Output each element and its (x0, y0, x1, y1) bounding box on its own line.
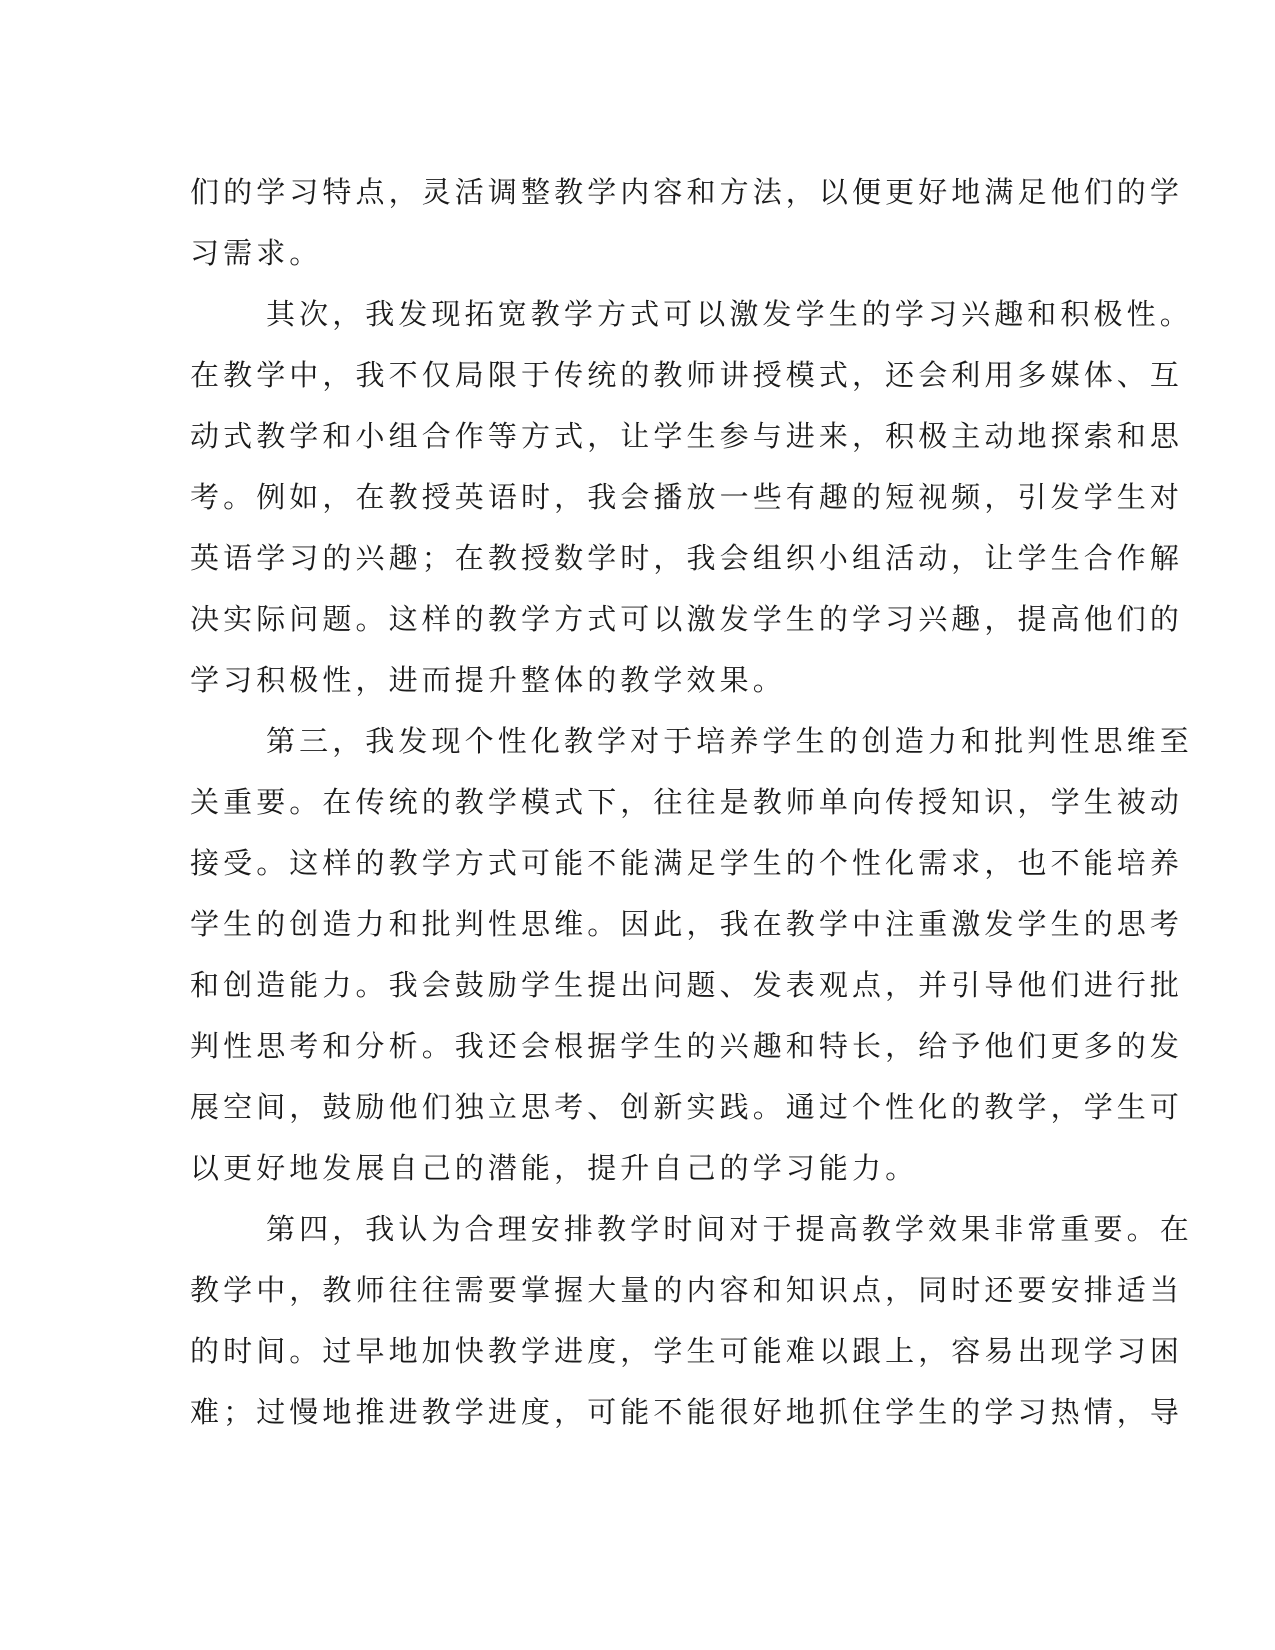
text-line: 学生的创造力和批判性思维。因此，我在教学中注重激发学生的思考 (190, 907, 1184, 941)
text-line: 关重要。在传统的教学模式下，往往是教师单向传授知识，学生被动 (190, 785, 1184, 819)
text-line: 习需求。 (190, 236, 323, 270)
paragraph-first-line: 第三，我发现个性化教学对于培养学生的创造力和批判性思维至 (266, 724, 1193, 758)
text-line: 英语学习的兴趣；在教授数学时，我会组织小组活动，让学生合作解 (190, 541, 1184, 575)
text-line: 考。例如，在教授英语时，我会播放一些有趣的短视频，引发学生对 (190, 480, 1184, 514)
text-line: 决实际问题。这样的教学方式可以激发学生的学习兴趣，提高他们的 (190, 602, 1184, 636)
text-line: 动式教学和小组合作等方式，让学生参与进来，积极主动地探索和思 (190, 419, 1184, 453)
text-line: 教学中，教师往往需要掌握大量的内容和知识点，同时还要安排适当 (190, 1273, 1184, 1307)
paragraph-first-line: 其次，我发现拓宽教学方式可以激发学生的学习兴趣和积极性。 (266, 297, 1193, 331)
text-line: 学习积极性，进而提升整体的教学效果。 (190, 663, 786, 697)
paragraph-first-line: 第四，我认为合理安排教学时间对于提高教学效果非常重要。在 (266, 1212, 1193, 1246)
text-line: 和创造能力。我会鼓励学生提出问题、发表观点，并引导他们进行批 (190, 968, 1184, 1002)
text-line: 难；过慢地推进教学进度，可能不能很好地抓住学生的学习热情，导 (190, 1395, 1184, 1429)
text-line: 的时间。过早地加快教学进度，学生可能难以跟上，容易出现学习困 (190, 1334, 1184, 1368)
text-line: 判性思考和分析。我还会根据学生的兴趣和特长，给予他们更多的发 (190, 1029, 1184, 1063)
text-line: 在教学中，我不仅局限于传统的教师讲授模式，还会利用多媒体、互 (190, 358, 1184, 392)
text-line: 接受。这样的教学方式可能不能满足学生的个性化需求，也不能培养 (190, 846, 1184, 880)
text-line: 展空间，鼓励他们独立思考、创新实践。通过个性化的教学，学生可 (190, 1090, 1184, 1124)
text-line: 以更好地发展自己的潜能，提升自己的学习能力。 (190, 1151, 919, 1185)
body-text (190, 162, 1193, 1443)
text-line: 们的学习特点，灵活调整教学内容和方法，以便更好地满足他们的学 (190, 175, 1184, 209)
